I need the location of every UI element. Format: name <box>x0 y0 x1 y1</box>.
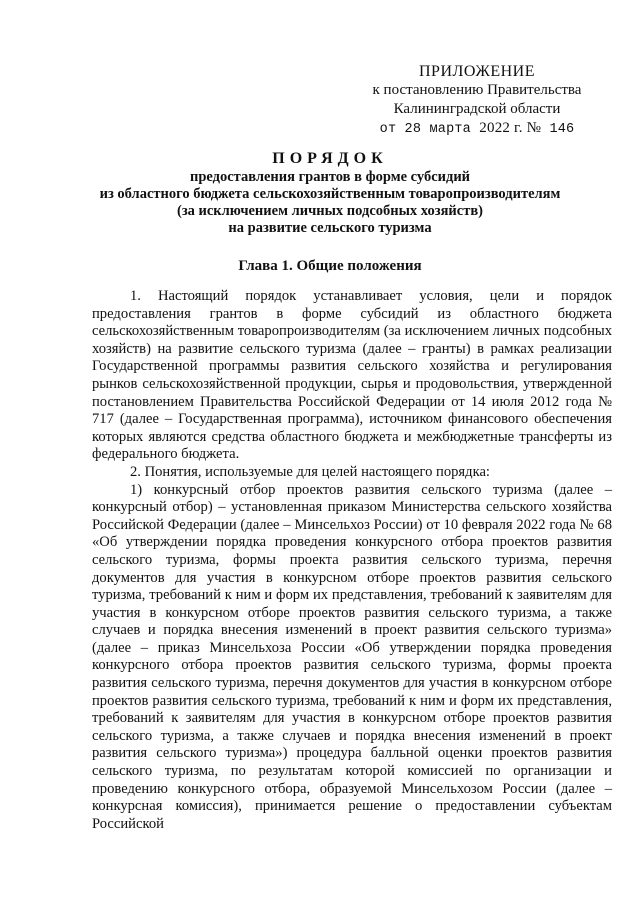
paragraph: 2. Понятия, используемые для целей настоящего порядка: <box>130 463 490 480</box>
paragraph: 1) конкурсный отбор проектов развития сельского туризма (далее – конкурсный отбор) – установленная приказом Министерства сельского хозяйства Российской Федерации (далее – Минсельхоз России) от 10 февраля 2022 года № 68 «Об утверждении порядка проведения конкурсного отбора проектов развития сельского туризма, формы проекта развития сельского туризма, перечня документов для участия в конкурсном отборе проектов развития сельского туризма, требований к ним и форм их представления, требований к заявителям для участия в конкурсном отборе проектов развития сельского туризма, а также случаев и порядка внесения изменений в проект развития сельского туризма» (далее – приказ Минсельхоза России «Об утверждении порядка проведения конкурсного отбора проектов развития сельского туризма, формы проекта развития сельского туризма, перечня документов для участия в конкурсном отборе проектов развития сельского туризма, требований к ним и форм их представления, требований к заявителям для участия в конкурсном отборе проектов развития сельского туризма, а также случаев и порядка внесения изменений в проект развития сельского туризма») процедура балльной оценки проектов развития сельского туризма, по результатам которой комиссией по организации и проведению конкурсного отбора, образуемой Минсельхозом России (далее – конкурсная комиссия), принимается решение о предоставлении субъектам Российской <box>92 481 612 832</box>
appendix-line-1: к постановлению Правительства <box>372 82 582 98</box>
appendix-date: от 28 марта <box>379 122 471 137</box>
title-line-2: из областного бюджета сельскохозяйственным товаропроизводителям <box>99 186 561 202</box>
appendix-line-2: Калининградской области <box>393 101 561 117</box>
title-line-3: (за исключением личных подсобных хозяйств) <box>176 203 483 219</box>
appendix-number: 146 <box>549 122 575 137</box>
appendix-date-line <box>362 119 592 139</box>
document-body <box>92 288 612 833</box>
appendix-block <box>362 62 592 139</box>
paragraph: 1. Настоящий порядок устанавливает условия, цели и порядок предоставления грантов в форме субсидий из областного бюджета сельскохозяйственным товаропроизводителям (за исключением личных подсобных хозяйств) на развитие сельского туризма (далее – гранты) в рамках реализации Государственной программы развития сельского хозяйства и регулирования рынков сельскохозяйственной продукции, сырья и продовольствия, утвержденной постановлением Правительства Российской Федерации от 14 июля 2012 года № 717 (далее – Государственная программа), источником финансового обеспечения которых являются средства областного бюджета и межбюджетные трансферты из федерального бюджета. <box>92 288 612 463</box>
title-line-1: предоставления грантов в форме субсидий <box>189 169 471 185</box>
document-title: ПОРЯДОК <box>272 150 388 167</box>
chapter-heading: Глава 1. Общие положения <box>238 258 422 274</box>
title-line-4: на развитие сельского туризма <box>228 220 432 236</box>
appendix-title: ПРИЛОЖЕНИЕ <box>418 63 535 80</box>
appendix-year: 2022 г. № <box>479 120 542 136</box>
document-title-block <box>60 150 600 237</box>
